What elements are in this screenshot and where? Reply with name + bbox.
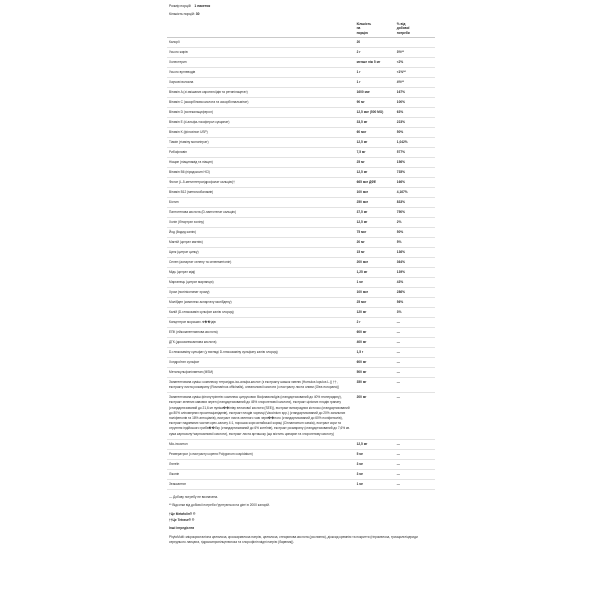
nutrient-amount: 90 мг	[355, 98, 395, 108]
nutrient-name: Вітамін A (зі змішаних каротиноїдів та ретинілацетат)	[167, 88, 355, 98]
nutrient-name: Цинк (цитрат цинку)	[167, 247, 355, 257]
table-row	[167, 327, 435, 337]
table-row	[167, 393, 435, 440]
nutrient-name: Рибофлавін	[167, 147, 355, 157]
table-row	[167, 317, 435, 327]
nutrient-amount: 75 мкг	[355, 227, 395, 237]
nutrient-name: Вітамін E (d-альфа-токоферол сукцинат)	[167, 118, 355, 128]
nutrient-daily-value: 139%	[395, 267, 435, 277]
footnote-based-on-calories: ** Відсотки від добової потреби ґрунтуються на дієті в 2000 калорій.	[169, 503, 270, 508]
nutrient-amount: 1 мг	[355, 277, 395, 287]
table-row	[167, 287, 435, 297]
nutrient-amount: 12,5 мг	[355, 167, 395, 177]
nutrient-name: Лютеїн	[167, 459, 355, 469]
table-row	[167, 247, 435, 257]
nutrient-amount: 120 мг	[355, 307, 395, 317]
table-row	[167, 277, 435, 287]
nutrient-daily-value: —	[395, 377, 435, 393]
table-row	[167, 357, 435, 367]
table-row	[167, 307, 435, 317]
table-row	[167, 479, 435, 489]
table-row	[167, 68, 435, 78]
nutrient-name: Йод (йодид калію)	[167, 227, 355, 237]
nutrient-daily-value: 4%**	[395, 78, 435, 88]
nutrient-amount: 15 мг	[355, 247, 395, 257]
nutrient-amount: 200 мкг	[355, 257, 395, 267]
table-row	[167, 377, 435, 393]
nutrient-amount: 20 мг	[355, 237, 395, 247]
serving-size-label: Розмір порцій	[169, 4, 191, 8]
nutrient-name: Концентрат морських лі��ідів	[167, 317, 355, 327]
nutrient-amount: менше ніж 5 мг	[355, 58, 395, 68]
nutrient-name: Мідь (цитрат міді)	[167, 267, 355, 277]
nutrient-daily-value: 63%	[395, 108, 435, 118]
nutrient-daily-value: —	[395, 469, 435, 479]
nutrient-name: Фолат (L-5-метилтетрагідрофолат кальцію)†	[167, 177, 355, 187]
nutrient-amount: 1,5 г	[355, 347, 395, 357]
nutrient-name: Вітамін K (філохінон USP)	[167, 128, 355, 138]
nutrient-name: Марганець (цитрат марганцю)	[167, 277, 355, 287]
nutrient-amount: 12,5 мг	[355, 439, 395, 449]
nutrient-daily-value: 50%	[395, 128, 435, 138]
nutrient-daily-value: 364%	[395, 257, 435, 267]
nutrient-daily-value: 166%	[395, 177, 435, 187]
nutrient-name: Усього жирів	[167, 48, 355, 58]
nutrient-name: Молібден (комплекс аспартату молібдену)	[167, 297, 355, 307]
table-row	[167, 167, 435, 177]
footnote-dv-not-established: — Добову потребу не визначена.	[169, 494, 219, 499]
supplement-facts-table	[167, 20, 435, 490]
nutrient-daily-value: 50%	[395, 227, 435, 237]
footnote-trademark-metafolin: †Це Metafolin® ®	[169, 512, 196, 517]
nutrient-amount: 12,5 мг	[355, 217, 395, 227]
table-row	[167, 187, 435, 197]
column-header-amount: Кількість на порцію	[355, 20, 395, 37]
nutrient-name: Усього вуглеводів	[167, 68, 355, 78]
nutrient-name: Запатентована суміш: комплексу тетрагідро-ізо-альфа-кислот (з екстракту шишок хмелю (Humulus lupulus L.)) †† , екстракту листа розмарину (Rosmarinus officinalis), олеанолової кислоти (з екстракту листа оливи (Olea europaea))	[167, 377, 355, 393]
table-row	[167, 347, 435, 357]
nutrient-daily-value: —	[395, 367, 435, 377]
nutrient-amount: 37,5 мг	[355, 207, 395, 217]
nutrient-name: Лікопін	[167, 469, 355, 479]
nutrient-amount: 100 мкг	[355, 287, 395, 297]
nutrient-amount: 2 г	[355, 317, 395, 327]
table-row	[167, 147, 435, 157]
nutrient-daily-value: 43%	[395, 277, 435, 287]
nutrient-name: Вітамін B6 (піридоксин HCl)	[167, 167, 355, 177]
nutrient-daily-value: 750%	[395, 207, 435, 217]
nutrient-daily-value: 56%	[395, 297, 435, 307]
nutrient-name: Селен (аспартат селену та селенметіонін)	[167, 257, 355, 267]
serving-info	[167, 0, 435, 17]
nutrient-amount: 400 мг	[355, 337, 395, 347]
nutrient-amount: 12,5 мг	[355, 137, 395, 147]
nutrient-amount: 2 г	[355, 48, 395, 58]
nutrient-daily-value: 1,042%	[395, 137, 435, 147]
table-row	[167, 88, 435, 98]
nutrient-name: Харчові волокна	[167, 78, 355, 88]
nutrient-name: Вітамін D (холекальциферол)	[167, 108, 355, 118]
nutrient-amount: 1600 мкг	[355, 88, 395, 98]
table-row	[167, 58, 435, 68]
column-header-daily-value: % від добової потреби	[395, 20, 435, 37]
footnotes-section	[167, 490, 435, 545]
table-row	[167, 177, 435, 187]
nutrient-daily-value: 577%	[395, 147, 435, 157]
table-row	[167, 157, 435, 167]
nutrient-amount: 1,25 мг	[355, 267, 395, 277]
table-row	[167, 227, 435, 237]
table-row	[167, 237, 435, 247]
nutrient-daily-value: 167%	[395, 88, 435, 98]
nutrient-amount: 12,5 мкг (500 МО)	[355, 108, 395, 118]
table-row	[167, 449, 435, 459]
table-body	[167, 38, 435, 490]
table-row	[167, 118, 435, 128]
nutrient-name: Вітамін C (аскорбінова кислота та аскорбілпальмітат)	[167, 98, 355, 108]
nutrient-name: Холін (бітартрат холіну)	[167, 217, 355, 227]
nutrient-amount: 25 мг	[355, 157, 395, 167]
table-row	[167, 137, 435, 147]
nutrient-amount: 1 г	[355, 78, 395, 88]
nutrient-name: Міо-інозитол	[167, 439, 355, 449]
nutrient-daily-value: 5%	[395, 237, 435, 247]
nutrient-name: Хром (полінікотинат хрому)	[167, 287, 355, 297]
nutrient-name: ДГК (докозагексаєнова кислота)	[167, 337, 355, 347]
nutrient-amount: 25 мкг	[355, 297, 395, 307]
nutrient-name: Калорії	[167, 38, 355, 48]
nutrient-daily-value: <2%	[395, 58, 435, 68]
table-row	[167, 367, 435, 377]
nutrient-daily-value: —	[395, 439, 435, 449]
table-row	[167, 267, 435, 277]
nutrient-amount: 500 мг	[355, 367, 395, 377]
table-row	[167, 128, 435, 138]
nutrient-name: ЕПК (ейкозапентаєнова кислота)	[167, 327, 355, 337]
table-row	[167, 38, 435, 48]
nutrient-name: Магній (цитрат магнію)	[167, 237, 355, 247]
nutrient-daily-value: —	[395, 479, 435, 489]
table-header-row	[167, 20, 435, 37]
column-header-nutrient	[167, 20, 355, 37]
nutrient-daily-value: —	[395, 357, 435, 367]
nutrient-name: Вітамін B12 (метилкобаламін)	[167, 187, 355, 197]
nutrient-amount: 350 мг	[355, 377, 395, 393]
table-row	[167, 78, 435, 88]
servings-label: Кількість порцій:	[169, 12, 195, 17]
table-row	[167, 459, 435, 469]
table-row	[167, 439, 435, 449]
nutrient-amount: 20	[355, 38, 395, 48]
other-ingredients-text: PhytoMulti: мікрокристалічна целюлоза, кроскармелоза натрію, целюлоза, стеаринова кислота (рослинна), діоксид кремнію та покриття (гіпромелоза, триацилгліцериди середнього ланцюга, гідроксипропілцелюлоза та хлорофілін мідні натрію (барвник)).	[169, 534, 418, 545]
serving-size-value: 1 пакетик	[194, 4, 211, 8]
nutrient-name: Ресвератрол (з екстракту кореня Polygonum cuspidatum)	[167, 449, 355, 459]
nutrient-daily-value	[395, 38, 435, 48]
nutrient-amount: 3 мг	[355, 469, 395, 479]
nutrient-daily-value: 3%**	[395, 48, 435, 58]
other-ingredients-title: Інші інгредієнти	[169, 526, 195, 531]
nutrient-daily-value: —	[395, 347, 435, 357]
nutrient-amount: 60 мкг	[355, 128, 395, 138]
nutrient-daily-value: —	[395, 449, 435, 459]
table-row	[167, 207, 435, 217]
nutrient-amount: 250 мкг	[355, 197, 395, 207]
table-row	[167, 297, 435, 307]
nutrient-name: Калій (D-глюкозамін сульфат калію хлорид)	[167, 307, 355, 317]
nutrient-name: Біотин	[167, 197, 355, 207]
nutrient-daily-value: —	[395, 393, 435, 440]
nutrient-name: D-глюкозаміну сульфат (у вигляді D-глюкозаміну сульфату калію хлорид)	[167, 347, 355, 357]
servings-per-container-row	[169, 12, 433, 17]
nutrient-daily-value: 3%	[395, 307, 435, 317]
footnote-trademark-tetrase: ††Це Tetrase® ®	[169, 517, 195, 522]
supplement-facts-page	[167, 0, 435, 600]
nutrient-name: Запатентована суміш фітонутрієнтів: комплекс цитрусових біофлавоноїдів (стандартизований до 40% гесперидину), екстракт зелених кавових зерен (стандартизований до 45% хлорогенової кислоти), екстракт цілісних плодів гранату (стандартизований до 21,6 мг пуніка��ініву еллагової кислоти (SEE)), екстракт виноградних кісточок (стандартизований до 80% олігомерних проантоціанідинів), екстракт плодів чорниці (Vaccinium spp.) (стандартизований до 20% загальних поліфенолів та 18% антоціанів), екстракт листа зеленого чаю черв��ного (стандартизований до 60% поліфенолів), екстракт надземних частин крес-салату 4:1, порошок кори китайської кориці (Cinnamomum cassia), екстракт кори та отруєння індійського гриба��бку (стандартизований до 6% котеїнів), екстракт розмарину (стандартизований до 7,6% кв. сума карнозолу+карнозинової кислоти), екстракт листа артишоку (що містить цинарин та хлорогенову кислоту)	[167, 393, 355, 440]
table-row	[167, 197, 435, 207]
table-row	[167, 108, 435, 118]
nutrient-amount: 1 мг	[355, 479, 395, 489]
nutrient-daily-value: 286%	[395, 287, 435, 297]
nutrient-amount: 33,5 мг	[355, 118, 395, 128]
table-row	[167, 217, 435, 227]
nutrient-daily-value: —	[395, 327, 435, 337]
table-row	[167, 257, 435, 267]
nutrient-amount: 100 мкг	[355, 187, 395, 197]
nutrient-amount: 1 г	[355, 68, 395, 78]
nutrient-daily-value: —	[395, 337, 435, 347]
nutrient-daily-value: 136%	[395, 247, 435, 257]
nutrient-name: Тіамін (тіаміну мононітрат)	[167, 137, 355, 147]
nutrient-amount: 3 мг	[355, 459, 395, 469]
nutrient-name: Зеаксантин	[167, 479, 355, 489]
nutrient-daily-value: 735%	[395, 167, 435, 177]
nutrient-amount: 600 мг	[355, 357, 395, 367]
serving-size-row	[169, 4, 433, 9]
table-row	[167, 98, 435, 108]
nutrient-daily-value: 100%	[395, 98, 435, 108]
nutrient-name: Холестерин	[167, 58, 355, 68]
nutrient-daily-value: <1%**	[395, 68, 435, 78]
nutrient-amount: 600 мг	[355, 327, 395, 337]
nutrient-daily-value: 223%	[395, 118, 435, 128]
nutrient-name: Пантотенова кислота (D-пантотенат кальцію)	[167, 207, 355, 217]
table-row	[167, 337, 435, 347]
nutrient-name: Метилсульфонілметан (MSM)	[167, 367, 355, 377]
nutrient-amount: 665 мкг ДФЕ	[355, 177, 395, 187]
nutrient-daily-value: —	[395, 317, 435, 327]
nutrient-name: Хондроїтин сульфат	[167, 357, 355, 367]
nutrient-name: Ніацин (ніацинамід та ніацин)	[167, 157, 355, 167]
nutrient-amount: 7,5 мг	[355, 147, 395, 157]
table-row	[167, 469, 435, 479]
nutrient-amount: 5 мг	[355, 449, 395, 459]
nutrient-daily-value: 156%	[395, 157, 435, 167]
nutrient-daily-value: —	[395, 459, 435, 469]
nutrient-amount: 200 мг	[355, 393, 395, 440]
nutrient-daily-value: 833%	[395, 197, 435, 207]
servings-value: 30	[195, 12, 200, 17]
nutrient-daily-value: 2%	[395, 217, 435, 227]
nutrient-daily-value: 4,167%	[395, 187, 435, 197]
table-row	[167, 48, 435, 58]
